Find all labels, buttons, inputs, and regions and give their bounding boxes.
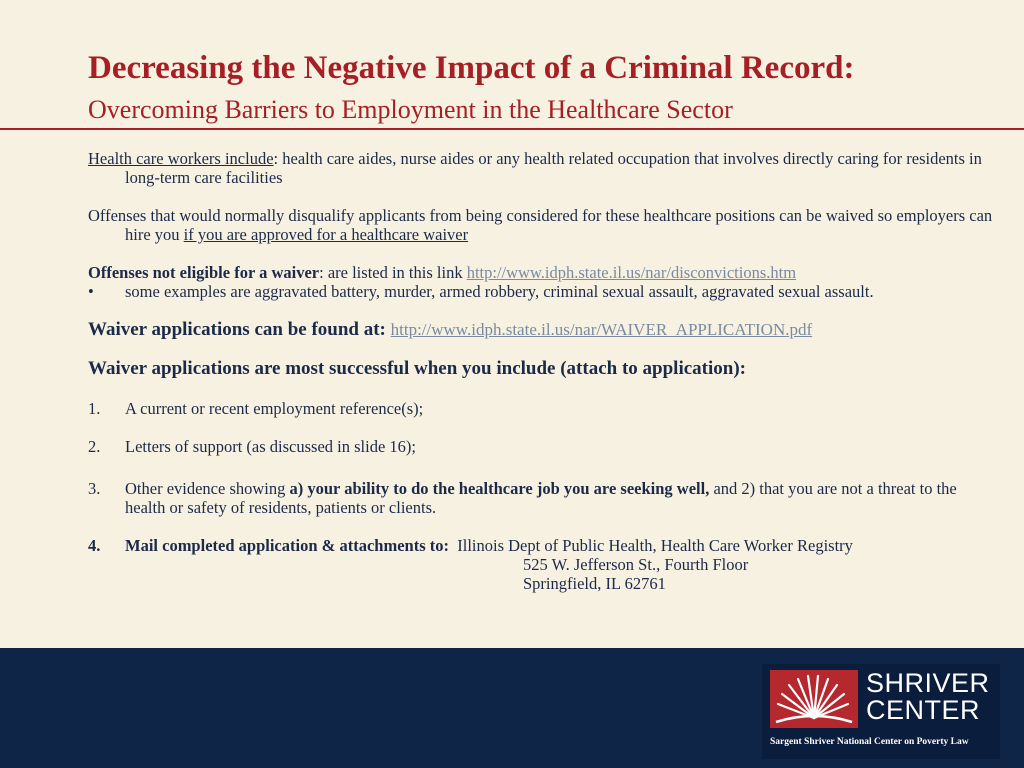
shriver-center-logo (762, 664, 1000, 759)
slide-title: Decreasing the Negative Impact of a Criminal Record: (88, 50, 855, 86)
waiver-application-link[interactable]: http://www.idph.state.il.us/nar/WAIVER_APPLICATION.pdf (390, 320, 813, 339)
list-text: Other evidence showing (125, 479, 290, 498)
waiver-success-heading: Waiver applications are most successful when you include (attach to application): (88, 358, 746, 379)
healthcare-workers-term: Health care workers include (88, 149, 274, 168)
list-item (88, 399, 998, 418)
waiver-approval-text: if you are approved for a healthcare waiver (183, 225, 469, 244)
logo-tagline: Sargent Shriver National Center on Poverty Law (770, 737, 969, 747)
list-text: Letters of support (as discussed in slide 16); (125, 437, 416, 456)
list-text: A current or recent employment reference(s); (125, 399, 424, 418)
bullet-symbol: • (88, 282, 94, 301)
list-text-bold: a) your ability to do the healthcare job you are seeking well, (289, 479, 710, 498)
not-eligible-paragraph (88, 263, 998, 282)
logo-wordmark (866, 670, 990, 724)
list-item (88, 437, 998, 456)
examples-text: some examples are aggravated battery, murder, armed robbery, criminal sexual assault, aggravated sexual assault. (125, 282, 874, 301)
offenses-waived-text: Offenses that would normally disqualify applicants from being considered for these healthcare positions can be waived so employers can hire you (88, 206, 993, 244)
list-number: 3. (88, 479, 101, 498)
disconvictions-link[interactable]: http://www.idph.state.il.us/nar/disconvictions.htm (466, 263, 797, 282)
healthcare-workers-text: : health care aides, nurse aides or any health related occupation that involves directly caring for residents in long-term care facilities (125, 149, 982, 187)
slide-subtitle: Overcoming Barriers to Employment in the Healthcare Sector (88, 95, 733, 124)
examples-bullet (88, 282, 998, 301)
list-item (88, 479, 998, 517)
logo-line-1: SHRIVER (866, 668, 990, 698)
address-line-3: Springfield, IL 62761 (523, 574, 666, 593)
list-number: 2. (88, 437, 101, 456)
sunburst-graphic (770, 670, 858, 728)
sunburst-logo-icon (770, 670, 858, 728)
list-number: 1. (88, 399, 101, 418)
list-number: 4. (88, 536, 101, 555)
mail-address-item (88, 536, 998, 555)
waiver-found-paragraph (88, 319, 998, 341)
not-eligible-text: : are listed in this link (319, 263, 467, 282)
address-line-2: 525 W. Jefferson St., Fourth Floor (523, 555, 749, 574)
list-text: and 2) that you are not a threat to the health or safety of residents, patients or clients. (125, 479, 957, 517)
offenses-waived-paragraph (88, 206, 998, 244)
mail-label: Mail completed application & attachments to: (125, 536, 449, 555)
logo-line-2: CENTER (866, 695, 981, 725)
waiver-found-label: Waiver applications can be found at: (88, 319, 386, 340)
not-eligible-label: Offenses not eligible for a waiver (88, 263, 320, 282)
healthcare-workers-paragraph (88, 149, 998, 187)
slide-content (88, 149, 998, 593)
title-divider (0, 128, 1024, 130)
address-line-1: Illinois Dept of Public Health, Health Care Worker Registry (457, 536, 853, 555)
